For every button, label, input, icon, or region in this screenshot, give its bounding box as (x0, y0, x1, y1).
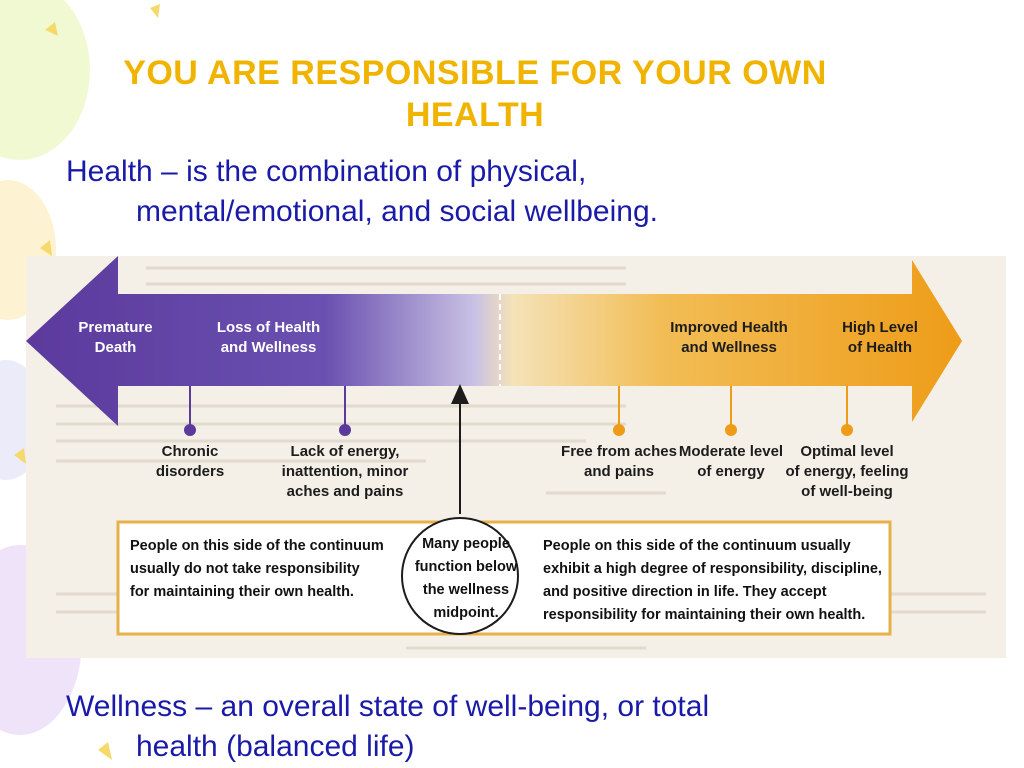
wellness-definition-line-2: health (balanced life) (136, 730, 415, 763)
indicator-free-from-aches: Free from aches and pains (561, 443, 677, 480)
indicator-lack-of-energy: Lack of energy, inattention, minor aches and pains (281, 443, 409, 500)
indicator-dot (339, 424, 351, 436)
wellness-continuum-figure (26, 256, 1006, 658)
indicator-dot (725, 424, 737, 436)
slide-title: YOU ARE RESPONSIBLE FOR YOUR OWN HEALTH (123, 54, 827, 134)
indicator-optimal-energy: Optimal level of energy, feeling of well-being (785, 443, 909, 500)
midpoint-arrowhead (451, 384, 469, 404)
label-high-level-health: High Level of Health (842, 319, 918, 356)
indicator-dot (841, 424, 853, 436)
label-premature-death: Premature Death (78, 319, 153, 356)
midpoint-text: Many people function below the wellness midpoint. (414, 536, 518, 621)
indicator-dot (613, 424, 625, 436)
right-indicator-stems (619, 386, 847, 428)
wellness-definition-line-1: Wellness – an overall state of well-being, or total (66, 690, 710, 723)
label-improved-health: Improved Health and Wellness (670, 319, 788, 356)
indicator-dot (184, 424, 196, 436)
health-definition (66, 152, 658, 232)
box-right-text: People on this side of the continuum usually exhibit a high degree of responsibility, discipline, and positive direction in life. They accept responsibility for maintaining their own health. (543, 538, 882, 623)
label-loss-of-health: Loss of Health and Wellness (216, 319, 321, 356)
health-definition-line-2: mental/emotional, and social wellbeing. (136, 195, 658, 228)
health-definition-line-1: Health – is the combination of physical, (66, 155, 587, 188)
continuum-arrow (26, 256, 962, 426)
box-left-text: People on this side of the continuum usually do not take responsibility for maintaining their own health. (130, 538, 384, 600)
indicator-chronic-disorders: Chronic disorders (155, 443, 225, 480)
indicator-moderate-energy: Moderate level of energy (678, 443, 784, 480)
wellness-definition (66, 687, 709, 767)
